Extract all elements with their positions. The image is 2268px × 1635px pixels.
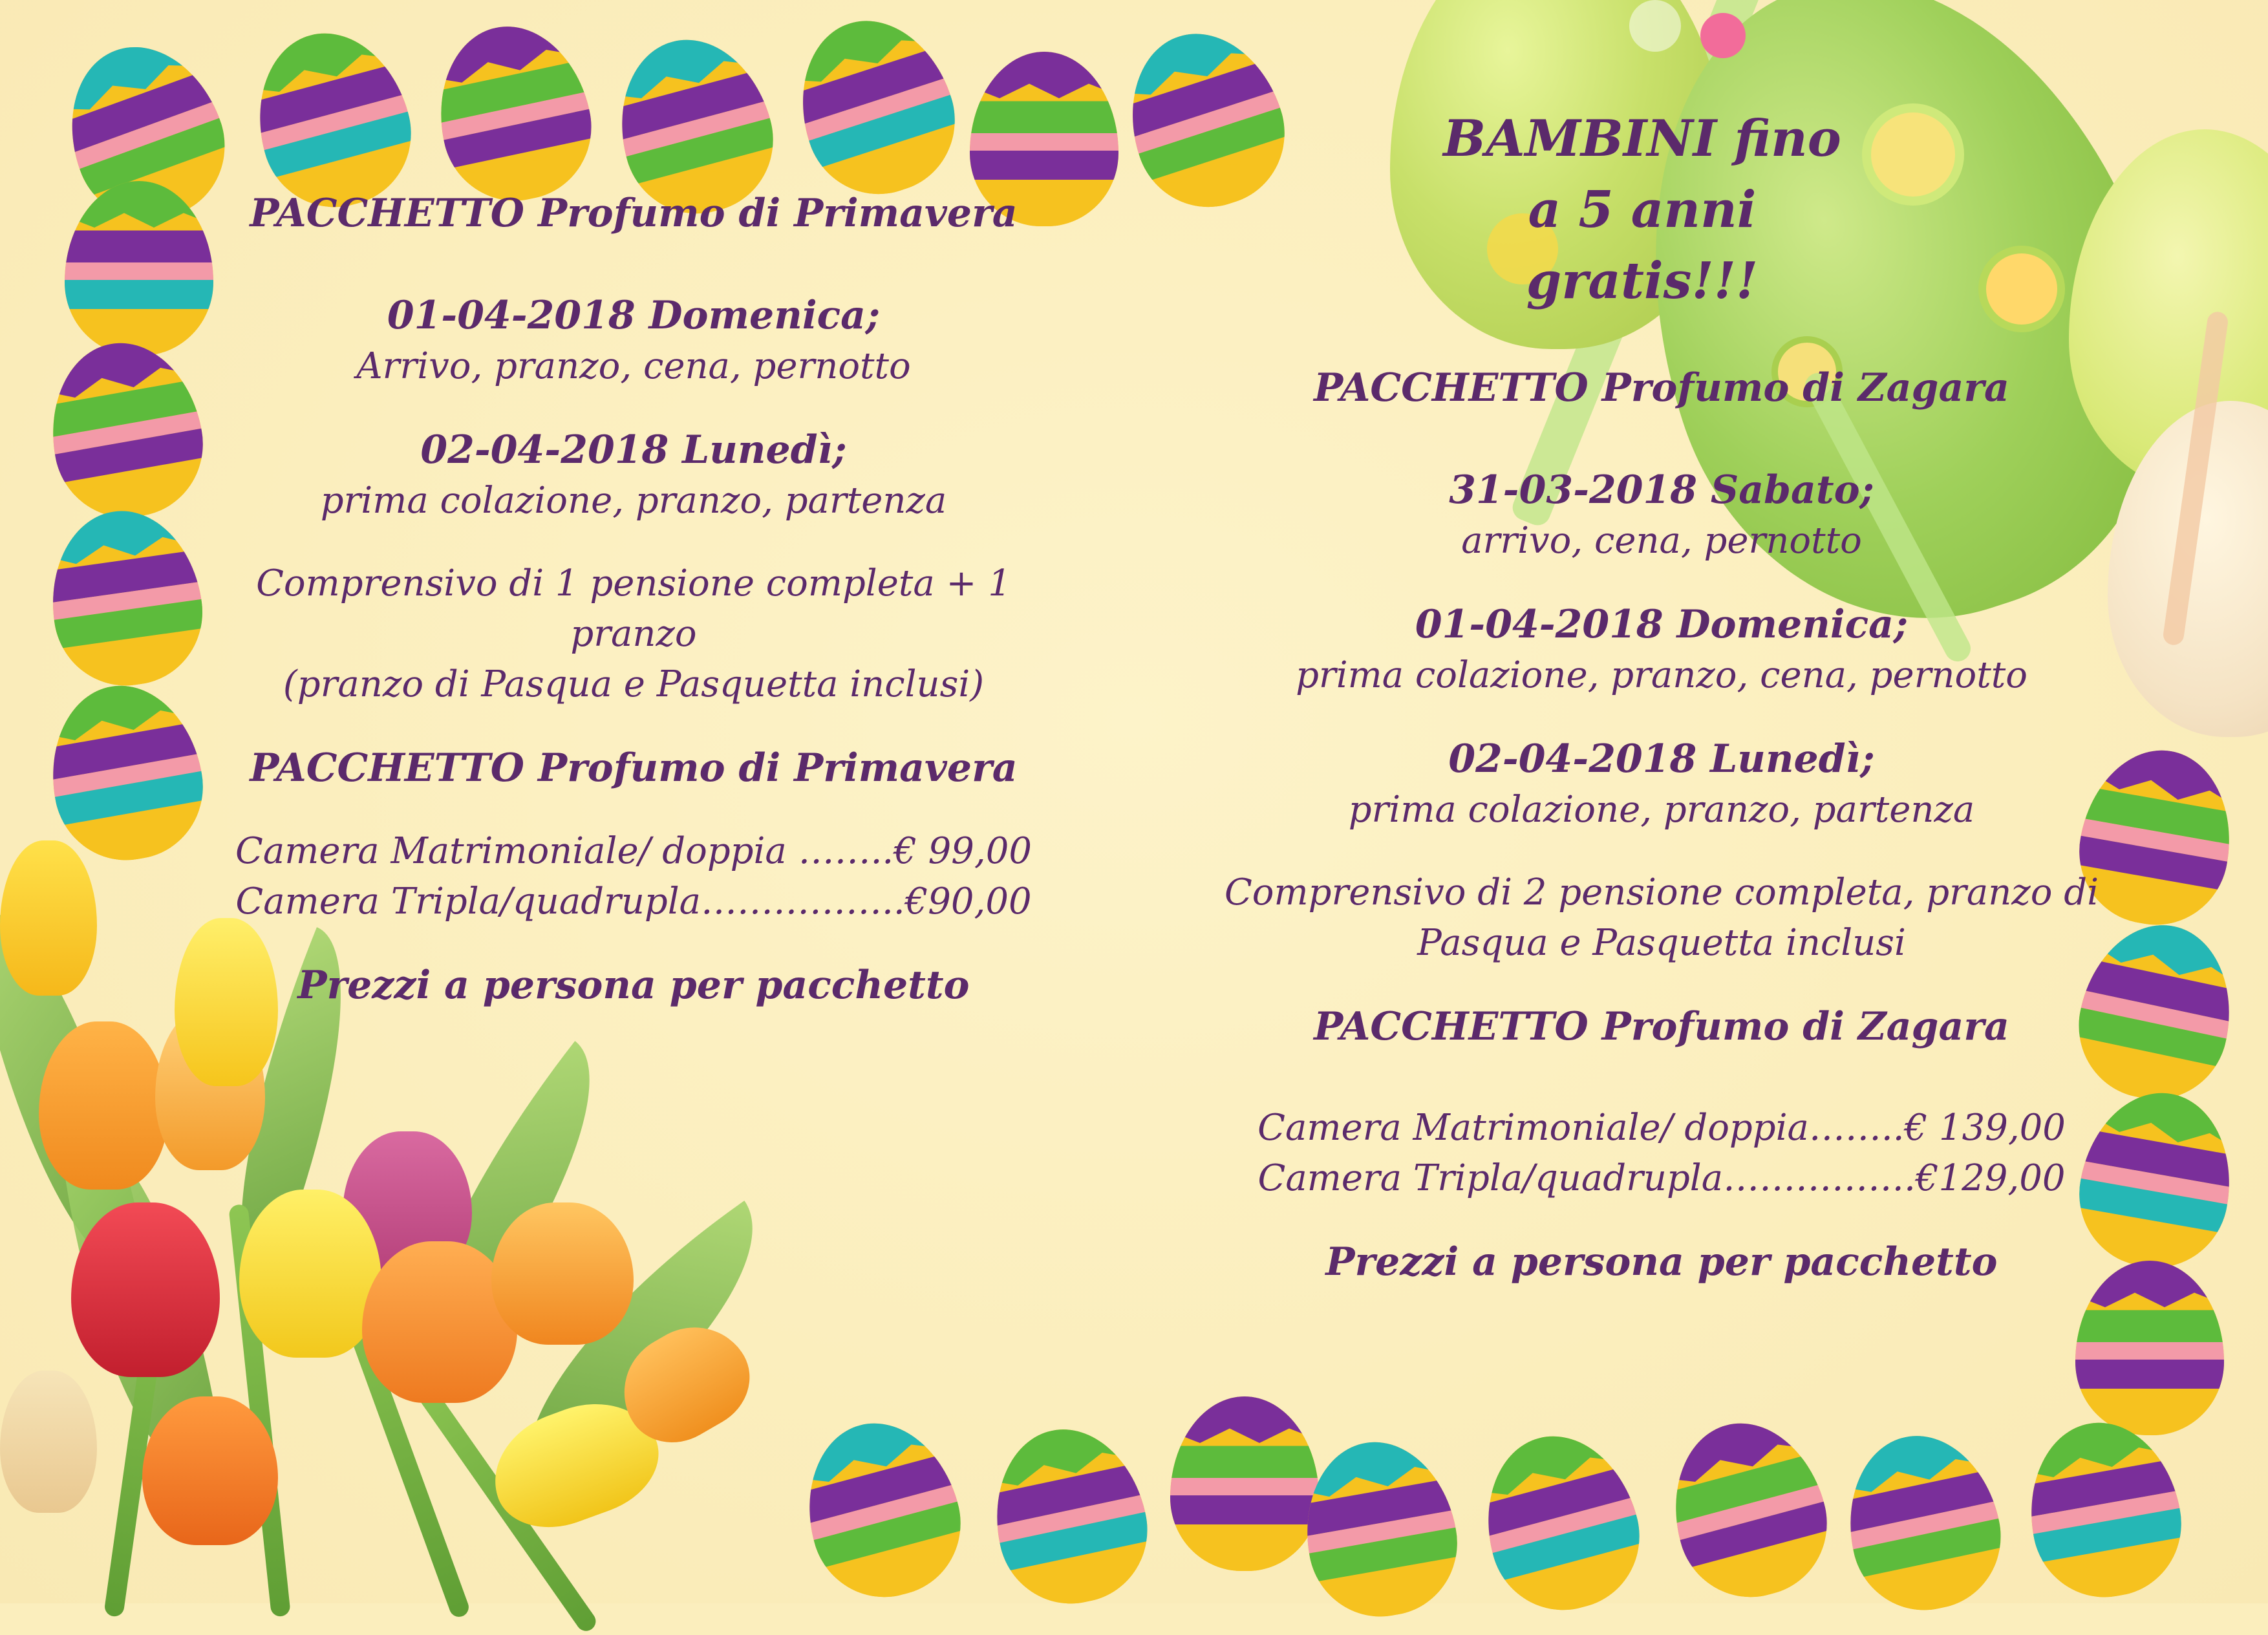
price-triple-room: Camera Tripla/quadrupla…………….€129,00 bbox=[1257, 1157, 2066, 1199]
package-title: PACCHETTO Profumo di Primavera bbox=[250, 191, 1018, 236]
day-date: 01-04-2018 Domenica; bbox=[1415, 602, 1909, 647]
day-date: 02-04-2018 Lunedì; bbox=[420, 427, 847, 473]
package-title: PACCHETTO Profumo di Zagara bbox=[1314, 365, 2009, 411]
price-note: Prezzi a persona per pacchetto bbox=[297, 963, 970, 1008]
price-note: Prezzi a persona per pacchetto bbox=[1325, 1239, 1998, 1285]
prices-title: PACCHETTO Profumo di Zagara bbox=[1314, 1004, 2009, 1049]
day-description: prima colazione, pranzo, partenza bbox=[1348, 789, 1975, 831]
day-description: prima colazione, pranzo, cena, pernotto bbox=[1296, 654, 2027, 696]
day-description: prima colazione, pranzo, partenza bbox=[320, 480, 947, 522]
headline-line: BAMBINI fino bbox=[1443, 109, 1841, 168]
price-triple-room: Camera Tripla/quadrupla……………..€90,00 bbox=[235, 881, 1032, 923]
price-double-room: Camera Matrimoniale/ doppia ……..€ 99,00 bbox=[235, 830, 1032, 872]
prices-title: PACCHETTO Profumo di Primavera bbox=[250, 745, 1018, 791]
day-description: arrivo, cena, pernotto bbox=[1461, 520, 1862, 562]
package-zagara bbox=[1203, 362, 2121, 1288]
day-date: 01-04-2018 Domenica; bbox=[387, 293, 881, 338]
day-date: 02-04-2018 Lunedì; bbox=[1448, 736, 1875, 782]
package-primavera bbox=[168, 187, 1099, 1011]
includes-text: Comprensivo di 1 pensione completa + 1 bbox=[256, 562, 1011, 604]
day-date: 31-03-2018 Sabato; bbox=[1449, 467, 1874, 513]
day-description: Arrivo, pranzo, cena, pernotto bbox=[356, 345, 911, 387]
includes-text: Comprensivo di 2 pensione completa, pranzo di bbox=[1224, 871, 2099, 914]
headline-line: gratis!!! bbox=[1526, 251, 1759, 310]
headline-line: a 5 anni bbox=[1528, 180, 1757, 239]
includes-text: Pasqua e Pasquetta inclusi bbox=[1417, 922, 1906, 964]
includes-text: (pranzo di Pasqua e Pasquetta inclusi) bbox=[283, 663, 985, 705]
price-double-room: Camera Matrimoniale/ doppia……..€ 139,00 bbox=[1257, 1107, 2066, 1149]
includes-text: pranzo bbox=[570, 613, 697, 655]
children-free-headline bbox=[1384, 103, 1901, 317]
